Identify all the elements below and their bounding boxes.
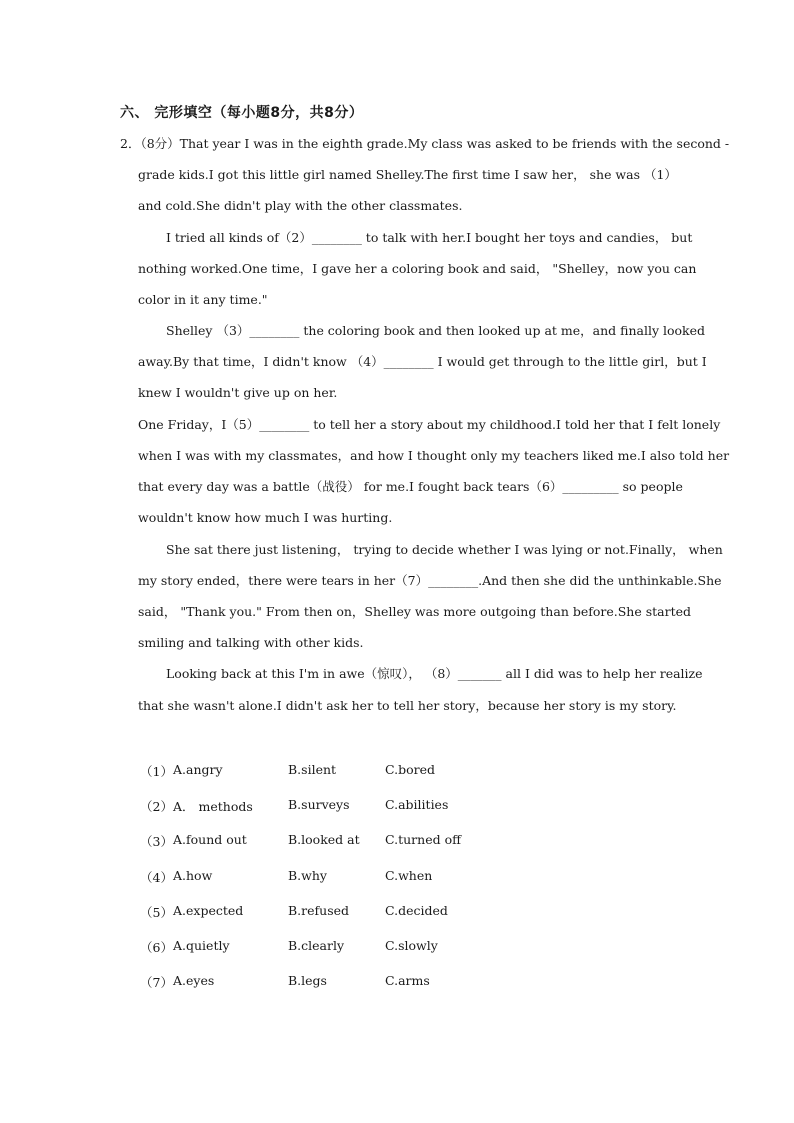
option-b[interactable]: B.looked at	[288, 832, 360, 848]
option-b[interactable]: B.legs	[288, 973, 327, 989]
option-c[interactable]: C.arms	[385, 973, 430, 989]
section-title: 六、 完形填空（每小题8分，共8分）	[120, 105, 364, 121]
option-a[interactable]: A.angry	[173, 762, 223, 777]
option-a[interactable]: A.quietly	[173, 938, 230, 953]
option-a[interactable]: A． methods	[173, 799, 253, 815]
passage-line: that she wasn't alone.I didn't ask her to tell her story，because her story is my story.	[138, 698, 677, 713]
option-number: （6）	[140, 940, 173, 955]
option-a[interactable]: A.eyes	[173, 973, 215, 989]
option-number: （7）	[140, 975, 173, 991]
option-number: （5）	[140, 904, 173, 920]
passage-line: Shelley （3）________ the coloring book and then looked up at me，and finally looked	[166, 323, 706, 338]
passage-line: smiling and talking with other kids.	[138, 635, 364, 650]
option-c[interactable]: C.when	[385, 867, 433, 883]
passage-line: One Friday，I（5）________ to tell her a story about my childhood.I told her that I felt lonely	[138, 417, 721, 432]
passage-line: She sat there just listening， trying to decide whether I was lying or not.Finally， when	[166, 542, 723, 557]
passage-line: my story ended，there were tears in her（7）________.And then she did the unthinkable.She	[138, 573, 722, 588]
option-a[interactable]: A.how	[173, 867, 213, 883]
option-a[interactable]: A.expected	[173, 902, 244, 918]
option-b[interactable]: B.surveys	[288, 797, 350, 813]
option-b[interactable]: B.silent	[288, 762, 337, 777]
passage-line: I tried all kinds of（2）________ to talk with her.I bought her toys and candies， but	[166, 230, 693, 245]
passage-line: nothing worked.One time，I gave her a coloring book and said， "Shelley，now you can	[138, 261, 697, 276]
option-number: （1）	[140, 764, 173, 779]
option-c[interactable]: C.turned off	[385, 832, 461, 848]
option-c[interactable]: C.slowly	[385, 938, 438, 953]
passage-line: that every day was a battle（战役） for me.I fought back tears（6）_________ so people	[138, 479, 683, 494]
option-number: （3）	[140, 834, 173, 850]
option-c[interactable]: C.bored	[385, 762, 435, 777]
option-b[interactable]: B.clearly	[288, 938, 345, 953]
passage-line: when I was with my classmates，and how I thought only my teachers liked me.I also told her	[138, 448, 730, 463]
passage-line: away.By that time，I didn't know （4）________ I would get through to the little girl，but I	[138, 354, 707, 369]
option-number: （2）	[140, 799, 173, 815]
passage-line: knew I wouldn't give up on her.	[138, 385, 338, 400]
option-b[interactable]: B.why	[288, 867, 327, 883]
option-c[interactable]: C.decided	[385, 902, 448, 918]
option-a[interactable]: A.found out	[173, 832, 247, 848]
passage-line: wouldn't know how much I was hurting.	[138, 510, 393, 525]
passage-line: said， "Thank you." From then on，Shelley was more outgoing than before.She started	[138, 604, 692, 619]
passage-line: and cold.She didn't play with the other classmates.	[138, 198, 463, 213]
passage-line: color in it any time."	[138, 292, 268, 307]
option-c[interactable]: C.abilities	[385, 797, 449, 813]
passage-line: grade kids.I got this little girl named Shelley.The first time I saw her， she was （1）	[138, 167, 677, 182]
passage-line: 2．（8分）That year I was in the eighth grade.My class was asked to be friends with the second -	[120, 136, 730, 151]
option-b[interactable]: B.refused	[288, 902, 350, 918]
passage-line: Looking back at this I'm in awe（惊叹）， （8）_______ all I did was to help her realize	[166, 666, 703, 681]
option-number: （4）	[140, 869, 173, 885]
